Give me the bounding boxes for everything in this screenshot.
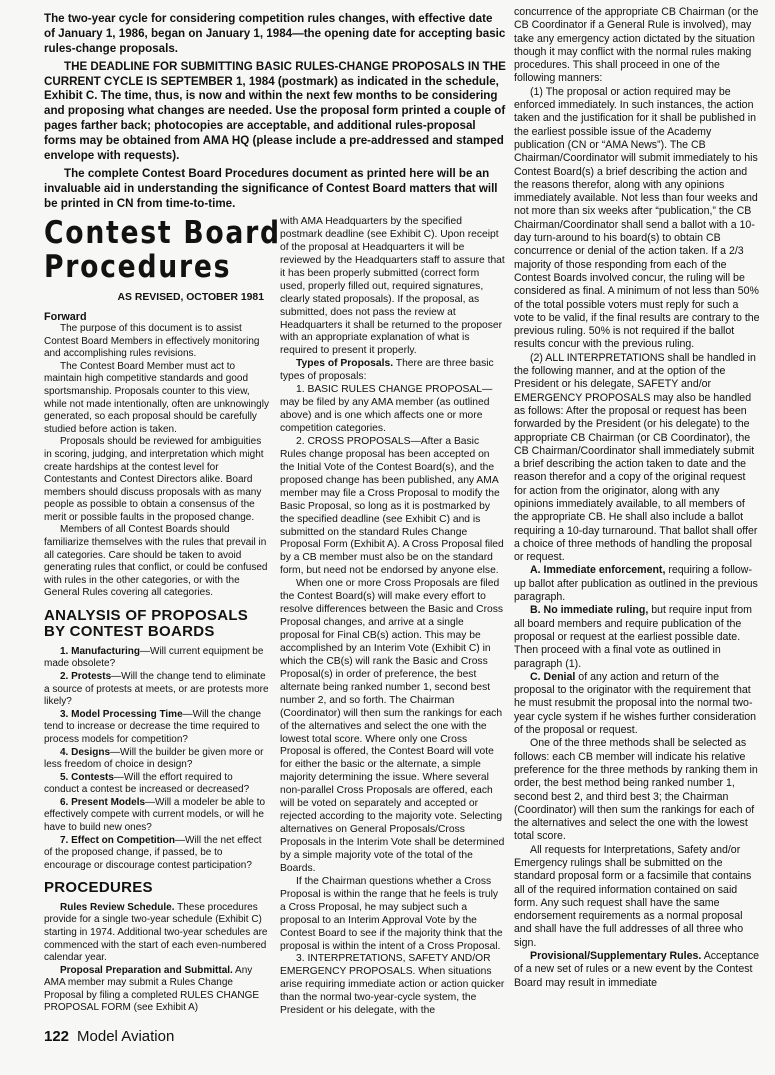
body-paragraph: If the Chairman questions whether a Cross Proposal is within the range that he feels is truly a Cross Proposal, he may subject such a proposal to an Interim Approval Vote by the Contest Board to see if the majority think that the proposal is within the intent of a Cross Proposal. bbox=[280, 875, 503, 952]
analysis-item bbox=[44, 709, 270, 747]
analysis-item bbox=[44, 671, 270, 709]
intro-paragraph-2 bbox=[44, 60, 506, 164]
procedure-label: Proposal Preparation and Submittal. bbox=[60, 964, 233, 976]
body-paragraph: When one or more Cross Proposals are filed the Contest Board(s) will make every effort to resolve differences between the Basic and Cross Proposal changes, and arrive at a single proposal for Final CB(s) action. This may be accomplished by an Interim Vote (Exhibit C) in which the CB(s) will rank the Basic and Cross Proposal(s) in order of preference, the best alternate being ranked number 1, second best number 2, and so forth. The Chairman (Coordinator) will then sum the rankings for each of the alternatives and select the one with the lowest total score. Where only one Cross Proposal is offered, the Contest Board will vote for either the basic or the alternate, a simple majority determining the issue. Where several non-parallel Cross Proposals are offered, each will be voted on separately and accepted or rejected according to the majority vote. Selecting alternatives on General Proposals/Cross Proposals in the Interim Vote shall be determined by a simple majority vote of the total of the Boards. bbox=[280, 578, 505, 874]
method-label: A. Immediate enforcement, bbox=[530, 564, 666, 577]
procedure-text: These procedures provide for a single two-year schedule (Exhibit C) starting in 1974. Additional two-year schedules are commenced with the start of each even-numbered calendar year. bbox=[44, 901, 268, 964]
deadline-details: (postmark) as indicated in the schedule, Exhibit C. The time, thus, is now and within the next few months to be considering and proposing what changes are needed. Use the proposal form printed a couple of pages farther back; photocopies are acceptable, and additional rules-proposal forms may be obtained from AMA HQ (please include a pre-addressed and stamped envelope with requests). bbox=[44, 74, 506, 162]
method-item bbox=[514, 671, 760, 737]
method-text: but require input from all board members and require publication of the proposal or request at the earliest possible date. Then proceed with a final vote as outlined in paragraph (1). bbox=[514, 604, 752, 670]
page-number: 122 bbox=[44, 1028, 70, 1045]
analysis-item-text: —Will a modeler be able to effectively compete with current models, or will he have to build new ones? bbox=[44, 796, 266, 833]
body-paragraph: One of the three methods shall be selected as follows: each CB member will indicate his relative preference for the three methods by ranking them in order, the best method being ranked number 1, second best 2, and third best 3; the Chairman (Coordinator) will then sum the rankings for each of the alternatives and select the one with the lowest total score. bbox=[514, 737, 758, 843]
procedure-paragraph bbox=[44, 965, 270, 1015]
procedure-label: Rules Review Schedule. bbox=[60, 901, 175, 913]
types-text: There are three basic types of proposals: bbox=[280, 358, 494, 383]
analysis-item-text: —Will current equipment be made obsolete? bbox=[44, 645, 264, 670]
column-2 bbox=[280, 216, 506, 1018]
method-label: B. No immediate ruling, bbox=[530, 604, 649, 617]
method-label: C. Denial bbox=[530, 670, 576, 683]
proposal-type-1: 1. BASIC RULES CHANGE PROPOSAL—may be filed by any AMA member (as outlined above) and is one which affects one or more competition categories. bbox=[280, 384, 493, 434]
proposal-type-2: 2. CROSS PROPOSALS—After a Basic Rules change proposal has been accepted on the Initial Vote of the Contest Board(s), and the proposed change has been published, any AMA member may file a Cross Proposal to modify the Basic Proposal, so long as it is postmarked by the specified deadline (see Exhibit C) and is submitted on the standard Rules Change Proposal Form (Exhibit A). A Cross Proposal filed by a CB member must also be on the standard form, but need not be endorsed by anyone else. bbox=[280, 435, 504, 577]
forward-paragraph: Members of all Contest Boards should familiarize themselves with the rules that prevail in all categories. Care should be taken to avoid generating rules that conflict, or could be confused with rules in the other categories, or with the General Rules covering all categories. bbox=[44, 524, 268, 599]
procedure-paragraph bbox=[44, 902, 270, 965]
forward-paragraph: The Contest Board Member must act to maintain high competitive standards and good sportsmanship. Proposals counter to this view, while not made intentionally, often are unknowingly generated, so each proposal should be carefully studied before action is taken. bbox=[44, 360, 269, 435]
article-title-line-1: Contest Board bbox=[44, 215, 281, 251]
analysis-item-label: 1. Manufacturing bbox=[60, 645, 141, 657]
body-paragraph bbox=[514, 950, 760, 990]
intro-paragraph-1: The two-year cycle for considering competition rules changes, with effective date of January 1, 1986, began on January 1, 1984—the opening date for accepting basic rules-change proposals. bbox=[44, 12, 506, 55]
analysis-item-label: 5. Contests bbox=[60, 771, 114, 783]
forward-heading: Forward bbox=[44, 310, 87, 323]
method-item bbox=[514, 564, 760, 604]
proposal-type-3: 3. INTERPRETATIONS, SAFETY AND/OR EMERGENCY PROPOSALS. When situations arise requiring immediate action or action quicker than the normal two-year-cycle system, the President or his delegate, with the bbox=[280, 953, 505, 1017]
procedures-heading: PROCEDURES bbox=[44, 879, 153, 897]
body-paragraph: concurrence of the appropriate CB Chairman (or the CB Coordinator if a General Rule is involved), may take any emergency action dictated by the situation though it may conflict with the normal rules making procedures. This shall proceed in one of the following manners: bbox=[514, 6, 759, 85]
analysis-item-label: 6. Present Models bbox=[60, 796, 146, 808]
analysis-item-label: 2. Protests bbox=[60, 671, 112, 683]
analysis-item bbox=[44, 646, 270, 671]
analysis-item-label: 4. Designs bbox=[60, 746, 111, 758]
article-title bbox=[44, 215, 281, 285]
analysis-item bbox=[44, 797, 270, 835]
analysis-heading: ANALYSIS OF PROPOSALS BY CONTEST BOARDS bbox=[44, 606, 249, 641]
body-paragraph: (2) ALL INTERPRETATIONS shall be handled in the following manner, and at the option of the President or his delegate, SAFETY and/or EMERGENCY PROPOSALS may also be handled as follows: After the proposal or request has been forwarded by the President (or his delegate) to the appropriate CB Chairman (or CB Coordinator), the CB Chairman/Coordinator shall immediately submit a brief describing the action taken to date and the reason therefor and a copy of the original request for action from the originator, along with any opinions immediately available, to all members of the appropriate CB. He shall also include a ballot requiring a 10-day turnaround. That ballot shall offer a choice of three methods of handling the proposal or request. bbox=[514, 351, 758, 564]
types-label: Types of Proposals. bbox=[296, 358, 394, 370]
analysis-item-text: —Will the builder be given more or less freedom of choice in design? bbox=[44, 746, 264, 771]
method-text: of any action and return of the proposal to the originator with the requirement that he must resubmit the proposal into the normal two-year cycle system if he wishes further consideration of the proposal or request. bbox=[514, 670, 756, 737]
method-text: requiring a follow-up ballot after publication as outlined in the previous paragraph. bbox=[514, 564, 758, 604]
analysis-item bbox=[44, 747, 270, 772]
page-footer bbox=[44, 1028, 174, 1045]
method-item bbox=[514, 604, 760, 670]
analysis-item-label: 3. Model Processing Time bbox=[60, 708, 183, 720]
analysis-item-label: 7. Effect on Competition bbox=[60, 834, 175, 846]
publication-name: Model Aviation bbox=[77, 1028, 175, 1045]
provisional-text: Acceptance of a new set of rules or a new event by the Contest Board may result in immediate bbox=[514, 950, 760, 989]
intro-section bbox=[44, 12, 506, 214]
deadline-notice: THE DEADLINE FOR SUBMITTING BASIC RULES-CHANGE PROPOSALS IN THE CURRENT CYCLE IS SEPTEMBER 1, 1984 bbox=[44, 59, 506, 88]
analysis-item bbox=[44, 835, 270, 873]
body-paragraph bbox=[280, 358, 506, 384]
column-3 bbox=[514, 6, 760, 990]
analysis-item bbox=[44, 772, 270, 797]
intro-paragraph-3: The complete Contest Board Procedures document as printed here will be an invaluable aid in understanding the significance of Contest Board matters that will be printed in CN from time-to-time. bbox=[44, 166, 498, 210]
article-title-line-2: Procedures bbox=[44, 249, 232, 285]
forward-paragraph: Proposals should be reviewed for ambiguities in scoring, judging, and interpretation which might create hardships at the contest level for Contestants and Contest Directors alike. Board members should discuss proposals with as many people as possible to obtain a consensus of the merit or possible faults in the proposed change. bbox=[44, 436, 264, 523]
analysis-item-text: —Will the net effect of the proposed change, if passed, be to encourage or discourage contest participation? bbox=[44, 834, 262, 871]
analysis-item-text: —Will the change tend to eliminate a source of protests at meets, or are protests more likely? bbox=[44, 671, 269, 708]
analysis-item-text: —Will the effort required to conduct a contest be increased or decreased? bbox=[44, 771, 250, 796]
column-1 bbox=[44, 215, 281, 1015]
article-subtitle: AS REVISED, OCTOBER 1981 bbox=[117, 292, 264, 303]
body-paragraph: (1) The proposal or action required may be enforced immediately. In such instances, the action taken and the justification for it shall be published in the earliest possible issue of the Academy publication (CN or “AMA News”). The CB Chairman/Coordinator will submit immediately to his Contest Board(s) a brief describing the action and the reasons therefor, along with any opinions immediately available. Not less than four weeks and not more than six weeks after “publication,” the CB Chairman/Coordinator shall send a ballot with a 10-day turn-around to his board(s) to obtain CB concurrence or denial of the action taken. If a 2/3 majority of those responding from each of the Contest Boards involved concur, the ruling will be considered as final. A minimum of not less than 50% of the total possible voters must reply for such a vote to be valid, if the final results are contrary to the previous ruling. 50% is not required if the ballot results concur with the previous ruling. bbox=[514, 85, 760, 351]
procedure-text: Any AMA member may submit a Rules Change Proposal by filing a completed RULES CHANGE PROPOSAL FORM (see Exhibit A) bbox=[44, 964, 260, 1014]
body-paragraph: All requests for Interpretations, Safety and/or Emergency rulings shall be submitted on the standard proposal form or a facsimile that contains all of the required information contained on said form. Any such request shall have the same endorsement requirements as a normal proposal and shall have the full addresses of all three who sign. bbox=[514, 843, 752, 949]
body-paragraph: with AMA Headquarters by the specified postmark deadline (see Exhibit C). Upon receipt of the proposal at Headquarters it will be reviewed by the Headquarters staff to assure that it has been properly submitted (correct form used, properly filled out, required signatures, clearly stated proposals). If the proposal, as submitted, does not pass the review at Headquarters it shall be returned to the proposer with an appropriate explanation of what is required to present it properly. bbox=[280, 216, 505, 357]
provisional-label: Provisional/Supplementary Rules. bbox=[530, 950, 702, 963]
analysis-item-text: —Will the change tend to increase or decrease the time required to process models for competition? bbox=[44, 708, 262, 745]
forward-paragraph: The purpose of this document is to assist Contest Board Members in effectively monitoring and accomplishing rules revisions. bbox=[44, 323, 260, 360]
